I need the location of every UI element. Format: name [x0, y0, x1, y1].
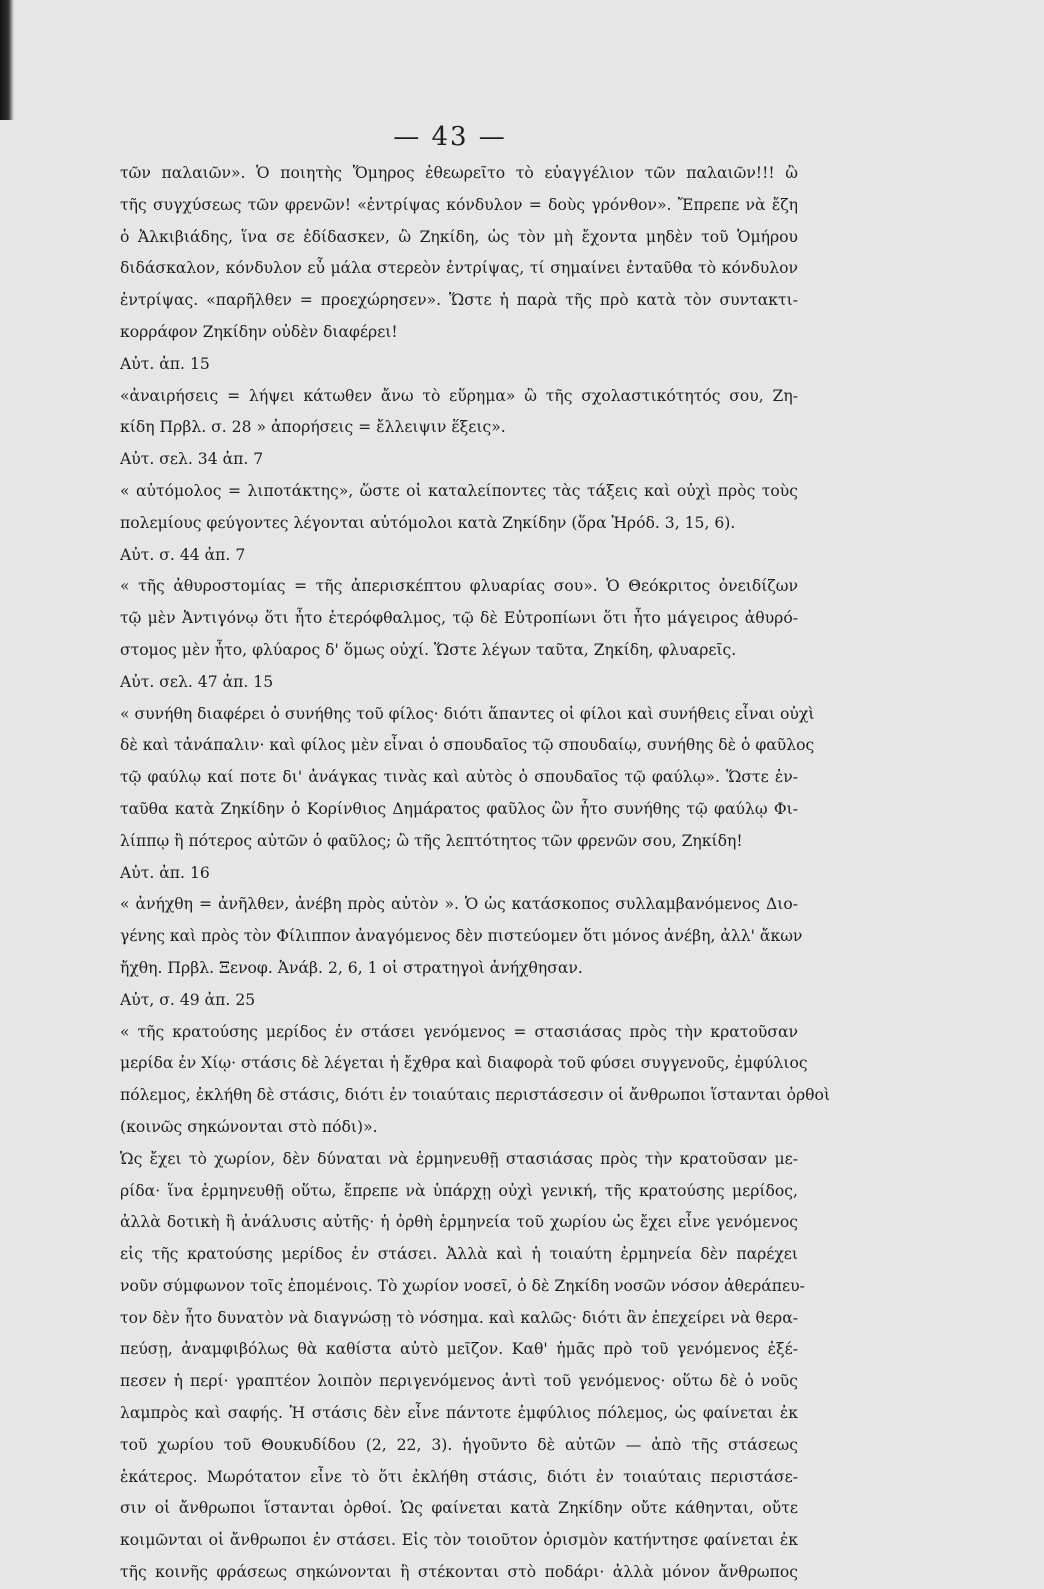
text-line: ταῦθα κατὰ Ζηκίδην ὁ Κορίνθιος Δημάρατος φαῦλος ὢν ἦτο συνήθης τῷ φαύλῳ Φι- — [120, 799, 798, 818]
page-number: — 43 — — [393, 122, 507, 152]
scan-edge — [0, 0, 14, 120]
text-line: πολεμίους φεύγοντες λέγονται αὐτόμολοι κατὰ Ζηκίδην (ὅρα Ἡρόδ. 3, 15, 6). — [120, 513, 736, 532]
text-line: στομος μὲν ἦτο, φλύαρος δ' ὅμως οὐχί. Ὥστε λέγων ταῦτα, Ζηκίδη, φλυαρεῖς. — [120, 640, 737, 659]
text-line: « ἀνήχθη = ἀνῆλθεν, ἀνέβη πρὸς αὐτὸν ». Ὁ ὡς κατάσκοπος συλλαμβανόμενος Διο- — [120, 895, 798, 914]
text-line: λαμπρὸς καὶ σαφής. Ἡ στάσις δὲν εἶνε πάντοτε ἐμφύλιος πόλεμος, ὡς φαίνεται ἐκ — [120, 1404, 798, 1423]
text-line: « συνήθη διαφέρει ὁ συνήθης τοῦ φίλος· διότι ἅπαντες οἱ φίλοι καὶ συνήθεις εἶναι οὐχὶ — [120, 704, 815, 723]
text-line: « τῆς ἀθυροστομίας = τῆς ἀπερισκέπτου φλυαρίας σου». Ὁ Θεόκριτος ὀνειδίζων — [120, 577, 798, 596]
text-line: (κοινῶς σηκώνονται στὸ πόδι)». — [120, 1117, 378, 1136]
text-line: «ἀναιρήσεις = λήψει κάτωθεν ἄνω τὸ εὕρημα» ὢ τῆς σχολαστικότητός σου, Ζη- — [120, 386, 798, 405]
text-line: πεσεν ἡ περί· γραπτέον λοιπὸν περιγενόμενος ἀντὶ τοῦ γενόμενος· οὕτω δὲ ὁ νοῦς — [120, 1372, 798, 1391]
text-line: ἑκάτερος. Μωρότατον εἶνε τὸ ὅτι ἐκλήθη στάσις, διότι ἐν τοιαύταις περιστάσε- — [120, 1467, 798, 1486]
text-line: νοῦν σύμφωνον τοῖς ἑπομένοις. Τὸ χωρίον νοσεῖ, ὁ δὲ Ζηκίδη νοσῶν νόσον ἀθεράπευ- — [120, 1276, 805, 1295]
text-line: πεύσῃ, ἀναμφιβόλως θὰ καθίστα αὐτὸ μεῖζον. Καθ' ἡμᾶς πρὸ τοῦ γενόμενος ἐξέ- — [120, 1340, 798, 1359]
text-line: Ὡς ἔχει τὸ χωρίον, δὲν δύναται νὰ ἑρμηνευθῇ στασιάσας πρὸς τὴν κρατοῦσαν με- — [120, 1149, 798, 1168]
text-line: ὁ Ἀλκιβιάδης, ἵνα σε ἐδίδασκεν, ὢ Ζηκίδη, ὡς τὸν μὴ ἔχοντα μηδὲν τοῦ Ὁμήρου — [120, 227, 798, 246]
citation-line: Αὐτ. ἀπ. 15 — [120, 354, 210, 373]
text-line: « τῆς κρατούσης μερίδος ἐν στάσει γενόμενος = στασιάσας πρὸς τὴν κρατοῦσαν — [120, 1022, 798, 1041]
text-line: δὲ καὶ τἀνάπαλιν· καὶ φίλος μὲν εἶναι ὁ σπουδαῖος τῷ σπουδαίῳ, συνήθης δὲ ὁ φαῦλος — [120, 736, 815, 755]
text-line: πόλεμος, ἐκλήθη δὲ στάσις, διότι ἐν τοιαύταις περιστάσεσιν οἱ ἄνθρωποι ἵστανται ὀρθοὶ — [120, 1086, 831, 1105]
text-line: τῷ μὲν Ἀντιγόνῳ ὅτι ἦτο ἑτερόφθαλμος, τῷ δὲ Εὐτροπίωνι ὅτι ἦτο μάγειρος ἀθυρό- — [120, 609, 798, 628]
text-line: τῷ φαύλῳ καί ποτε δι' ἀνάγκας τινὰς καὶ αὐτὸς ὁ σπουδαῖος τῷ φαύλῳ». Ὥστε ἐν- — [120, 768, 798, 787]
text-line: μερίδα ἐν Χίῳ· στάσις δὲ λέγεται ἡ ἔχθρα καὶ διαφορὰ τοῦ φύσει συγγενοῦς, ἐμφύλιος — [120, 1054, 808, 1073]
text-line: τον δὲν ἦτο δυνατὸν νὰ διαγνώσῃ τὸ νόσημα. καὶ καλῶς· διότι ἂν ἐπεχείρει νὰ θερα- — [120, 1308, 798, 1327]
text-line: ἐντρίψας. «παρῆλθεν = προεχώρησεν». Ὥστε ἡ παρὰ τῆς πρὸ κατὰ τὸν συντακτι- — [120, 291, 798, 310]
text-line: σιν οἱ ἄνθρωποι ἵστανται ὀρθοί. Ὡς φαίνεται κατὰ Ζηκίδην οὔτε κάθηνται, οὔτε — [120, 1499, 798, 1518]
citation-line: Αὐτ, σ. 49 ἀπ. 25 — [120, 990, 256, 1009]
citation-line: Αὐτ. σελ. 47 ἀπ. 15 — [120, 672, 274, 691]
citation-line: Αὐτ. σελ. 34 ἀπ. 7 — [120, 450, 264, 469]
text-line: « αὐτόμολος = λιποτάκτης», ὥστε οἱ καταλείποντες τὰς τάξεις καὶ οὐχὶ πρὸς τοὺς — [120, 481, 798, 500]
text-line: λίππῳ ἢ πότερος αὐτῶν ὁ φαῦλος; ὢ τῆς λεπτότητος τῶν φρενῶν σου, Ζηκίδη! — [120, 831, 743, 850]
text-line: τῆς συγχύσεως τῶν φρενῶν! «ἐντρίψας κόνδυλον = δοὺς γρόνθον». Ἔπρεπε νὰ ἔζη — [120, 195, 798, 214]
text-line: τῶν παλαιῶν». Ὁ ποιητὴς Ὅμηρος ἐθεωρεῖτο τὸ εὐαγγέλιον τῶν παλαιῶν!!! ὢ — [120, 164, 798, 182]
text-line: ἤχθη. Πρβλ. Ξενοφ. Ἀνάβ. 2, 6, 1 οἱ στρατηγοὶ ἀνήχθησαν. — [120, 958, 583, 977]
text-line: ἀλλὰ δοτικὴ ἢ ἀνάλυσις αὐτῆς· ἡ ὀρθὴ ἑρμηνεία τοῦ χωρίου ὡς ἔχει εἶνε γενόμενος — [120, 1213, 798, 1232]
text-line: κίδη Πρβλ. σ. 28 » ἀπορήσεις = ἔλλειψιν ἕξεις». — [120, 418, 506, 437]
text-line: κορράφον Ζηκίδην οὐδὲν διαφέρει! — [120, 322, 398, 341]
text-line: τῆς κοινῆς φράσεως σηκώνονται ἢ στέκονται στὸ ποδάρι· ἀλλὰ μόνον ἄνθρωπος — [120, 1563, 798, 1582]
text-line: εἰς τῆς κρατούσης μερίδος ἐν στάσει. Ἀλλὰ καὶ ἡ τοιαύτη ἑρμηνεία δὲν παρέχει — [120, 1245, 798, 1264]
citation-line: Αὐτ. σ. 44 ἀπ. 7 — [120, 545, 246, 564]
text-line: γένης καὶ πρὸς τὸν Φίλιππον ἀναγόμενος δὲν πιστεύομεν ὅτι μόνος ἀνέβη, ἀλλ' ἄκων — [120, 927, 803, 946]
text-line: τοῦ χωρίου τοῦ Θουκυδίδου (2, 22, 3). ἡγοῦντο δὲ αὐτῶν — ἀπὸ τῆς στάσεως — [120, 1435, 798, 1454]
text-line: κοιμῶνται οἱ ἄνθρωποι ἐν στάσει. Εἰς τὸν τοιοῦτον ὁρισμὸν κατήντησε φαίνεται ἐκ — [120, 1531, 798, 1550]
text-body — [120, 158, 831, 1589]
text-line: διδάσκαλον, κόνδυλον εὖ μάλα στερεὸν ἐντρίψας, τί σημαίνει ἐνταῦθα τὸ κόνδυλον — [120, 259, 798, 278]
text-line: ρίδα· ἵνα ἑρμηνευθῇ οὕτω, ἔπρεπε νὰ ὑπάρχῃ οὐχὶ γενική, τῆς κρατούσης μερίδος, — [120, 1181, 798, 1200]
citation-line: Αὐτ. ἀπ. 16 — [120, 863, 210, 882]
